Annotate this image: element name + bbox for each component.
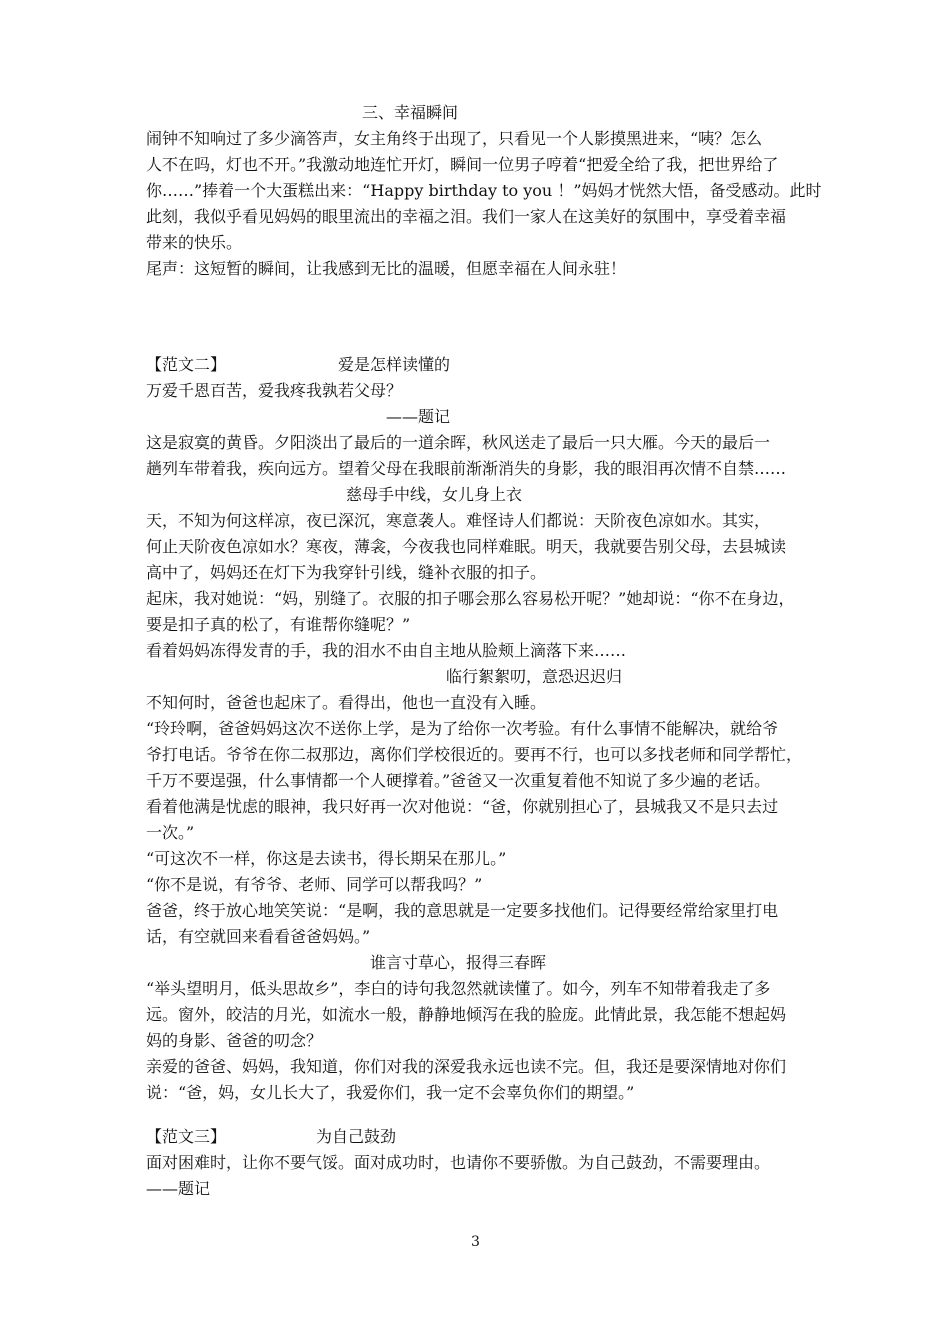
text-line: 你……”捧着一个大蛋糕出来：“Happy birthday to you ！”妈妈才恍然大悟，备受感动。此时: [146, 181, 822, 200]
text-line: 远。窗外，皎洁的月光，如流水一般，静静地倾泻在我的脸庞。此情此景，我怎能不想起妈: [146, 1005, 787, 1024]
subheading: 谁言寸草心，报得三春晖: [370, 953, 547, 972]
text-line: 说：“爸，妈，女儿长大了，我爱你们，我一定不会辜负你们的期望。”: [146, 1083, 635, 1102]
epigraph: 面对困难时，让你不要气馁。面对成功时，也请你不要骄傲。为自己鼓劲，不需要理由。: [146, 1153, 771, 1172]
text-line: “你不是说，有爷爷、老师、同学可以帮我吗？”: [146, 875, 483, 894]
text-line: “可这次不一样，你这是去读书，得长期呆在那儿。”: [146, 849, 507, 868]
subheading: 临行絮絮叨，意恐迟迟归: [446, 667, 623, 686]
text-line: 高中了，妈妈还在灯下为我穿针引线，缝补衣服的扣子。: [146, 563, 547, 582]
subheading: 慈母手中线，女儿身上衣: [346, 485, 523, 504]
essay-tag: 【范文二】: [146, 355, 227, 374]
text-line: 亲爱的爸爸、妈妈，我知道，你们对我的深爱我永远也读不完。但，我还是要深情地对你们: [146, 1057, 787, 1076]
text-line: “玲玲啊，爸爸妈妈这次不送你上学，是为了给你一次考验。有什么事情不能解决，就给爷: [146, 719, 779, 738]
text-line: 爸爸，终于放心地笑笑说：“是啊，我的意思就是一定要多找他们。记得要经常给家里打电: [146, 901, 779, 920]
text-line: 不知何时，爸爸也起床了。看得出，他也一直没有入睡。: [146, 693, 547, 712]
epigraph-source: ——题记: [386, 407, 451, 426]
text-line: 此刻，我似乎看见妈妈的眼里流出的幸福之泪。我们一家人在这美好的氛围中，享受着幸福: [146, 207, 787, 226]
text-line: 天，不知为何这样凉，夜已深沉，寒意袭人。难怪诗人们都说：天阶夜色凉如水。其实，: [146, 511, 771, 530]
text-line: 人不在吗，灯也不开。”我激动地连忙开灯，瞬间一位男子哼着“把爱全给了我，把世界给了: [146, 155, 779, 174]
text-line: 闹钟不知响过了多少滴答声，女主角终于出现了，只看见一个人影摸黑进来，“咦？怎么: [146, 129, 763, 148]
text-line: 千万不要逞强，什么事情都一个人硬撑着。”爸爸又一次重复着他不知说了多少遍的老话。: [146, 771, 771, 790]
text-line: 这是寂寞的黄昏。夕阳淡出了最后的一道余晖，秋风送走了最后一只大雁。今天的最后一: [146, 433, 771, 452]
essay-tag: 【范文三】: [146, 1127, 227, 1146]
text-line: 看着他满是忧虑的眼神，我只好再一次对他说：“爸，你就别担心了，县城我又不是只去过: [146, 797, 779, 816]
text-line: 话，有空就回来看看爸爸妈妈。”: [146, 927, 371, 946]
text-line: 看着妈妈冻得发青的手，我的泪水不由自主地从脸颊上滴落下来……: [146, 641, 627, 660]
text-line: 何止天阶夜色凉如水？寒夜，薄衾，今夜我也同样难眠。明天，我就要告别父母，去县城读: [146, 537, 787, 556]
text-line: 要是扣子真的松了，有谁帮你缝呢？”: [146, 615, 411, 634]
text-line: “举头望明月，低头思故乡”，李白的诗句我忽然就读懂了。如今，列车不知带着我走了多: [146, 979, 771, 998]
text-line: 起床，我对她说：“妈，别缝了。衣服的扣子哪会那么容易松开呢？”她却说：“你不在身边，: [146, 589, 795, 608]
text-line: 趟列车带着我，疾向远方。望着父母在我眼前渐渐消失的身影，我的眼泪再次情不自禁……: [146, 459, 787, 478]
essay-title: 为自己鼓劲: [316, 1127, 397, 1146]
text-line: 爷打电话。爷爷在你二叔那边，离你们学校很近的。要再不行，也可以多找老师和同学帮忙，: [146, 745, 803, 764]
text-line: 尾声：这短暂的瞬间，让我感到无比的温暖，但愿幸福在人间永驻！: [146, 259, 627, 278]
page-number: 3: [471, 1234, 480, 1250]
epigraph: 万爱千恩百苦，爱我疼我孰若父母？: [146, 381, 403, 400]
text-line: 一次。”: [146, 823, 195, 842]
section-heading: 三、幸福瞬间: [362, 103, 459, 122]
text-line: 带来的快乐。: [146, 233, 243, 252]
essay-title: 爱是怎样读懂的: [338, 355, 451, 374]
text-line: 妈的身影、爸爸的叨念？: [146, 1031, 323, 1050]
epigraph-source: ——题记: [146, 1179, 211, 1198]
